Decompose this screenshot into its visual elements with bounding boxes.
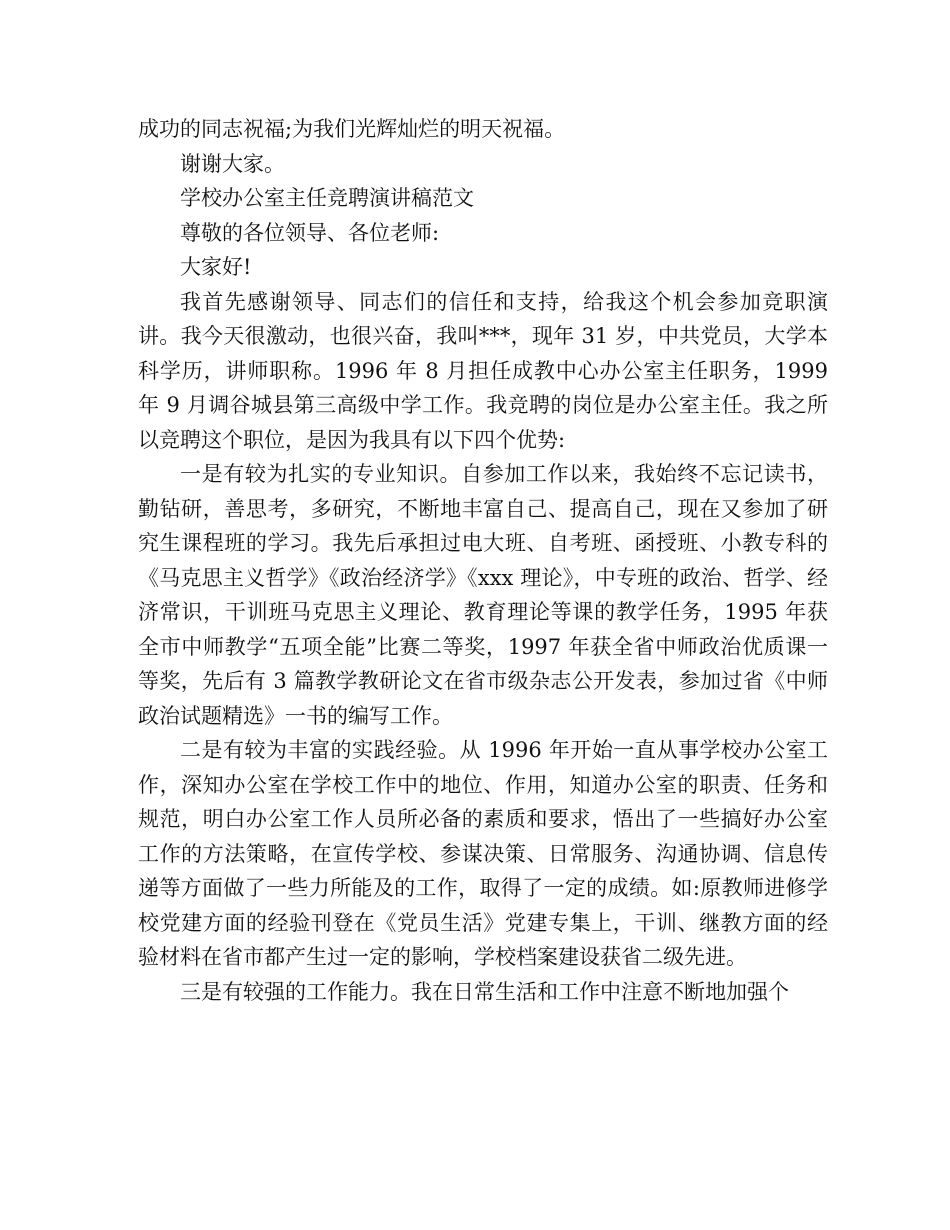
- paragraph-2: 谢谢大家。: [180, 151, 285, 176]
- paragraph-3: 学校办公室主任竞聘演讲稿范文: [180, 186, 474, 210]
- paragraph-9: 三是有较强的工作能力。我在日常生活和工作中注意不断地加强个: [180, 979, 789, 1004]
- document-body: [138, 112, 828, 1009]
- paragraph-1: 成功的同志祝福;为我们光辉灿烂的明天祝福。: [138, 117, 566, 141]
- paragraph-5: 大家好!: [180, 255, 252, 279]
- paragraph-8: 二是有较为丰富的实践经验。从 1996 年开始一直从事学校办公室工作，深知办公室在学校工作中的地位、作用，知道办公室的职责、任务和规范，明白办公室工作人员所必备的素质和要求，悟出了一些搞好办公室工作的方法策略，在宣传学校、参谋决策、日常服务、沟通协调、信息传递等方面做了一些力所能及的工作，取得了一定的成绩。如:原教师进修学校党建方面的经验刊登在《党员生活》党建专集上，干训、继教方面的经验材料在省市都产生过一定的影响，学校档案建设获省二级先进。: [138, 738, 828, 969]
- paragraph-6: 我首先感谢领导、同志们的信任和支持，给我这个机会参加竞职演讲。我今天很激动，也很兴奋，我叫***，现年 31 岁，中共党员，大学本科学历，讲师职称。1996 年 8 月担任成教中心办公室主任职务，1999 年 9 月调谷城县第三高级中学工作。我竞聘的岗位是办公室主任。我之所以竞聘这个职位，是因为我具有以下四个优势:: [138, 289, 828, 452]
- paragraph-7: 一是有较为扎实的专业知识。自参加工作以来，我始终不忘记读书，勤钻研，善思考，多研究，不断地丰富自己、提高自己，现在又参加了研究生课程班的学习。我先后承担过电大班、自考班、函授班、小教专科的《马克思主义哲学》《政治经济学》《xxx 理论》，中专班的政治、哲学、经济常识，干训班马克思主义理论、教育理论等课的教学任务，1995 年获全市中师教学“五项全能”比赛二等奖，1997 年获全省中师政治优质课一等奖，先后有 3 篇教学教研论文在省市级杂志公开发表，参加过省《中师政治试题精选》一书的编写工作。: [138, 462, 828, 728]
- paragraph-4: 尊敬的各位领导、各位老师:: [180, 220, 440, 245]
